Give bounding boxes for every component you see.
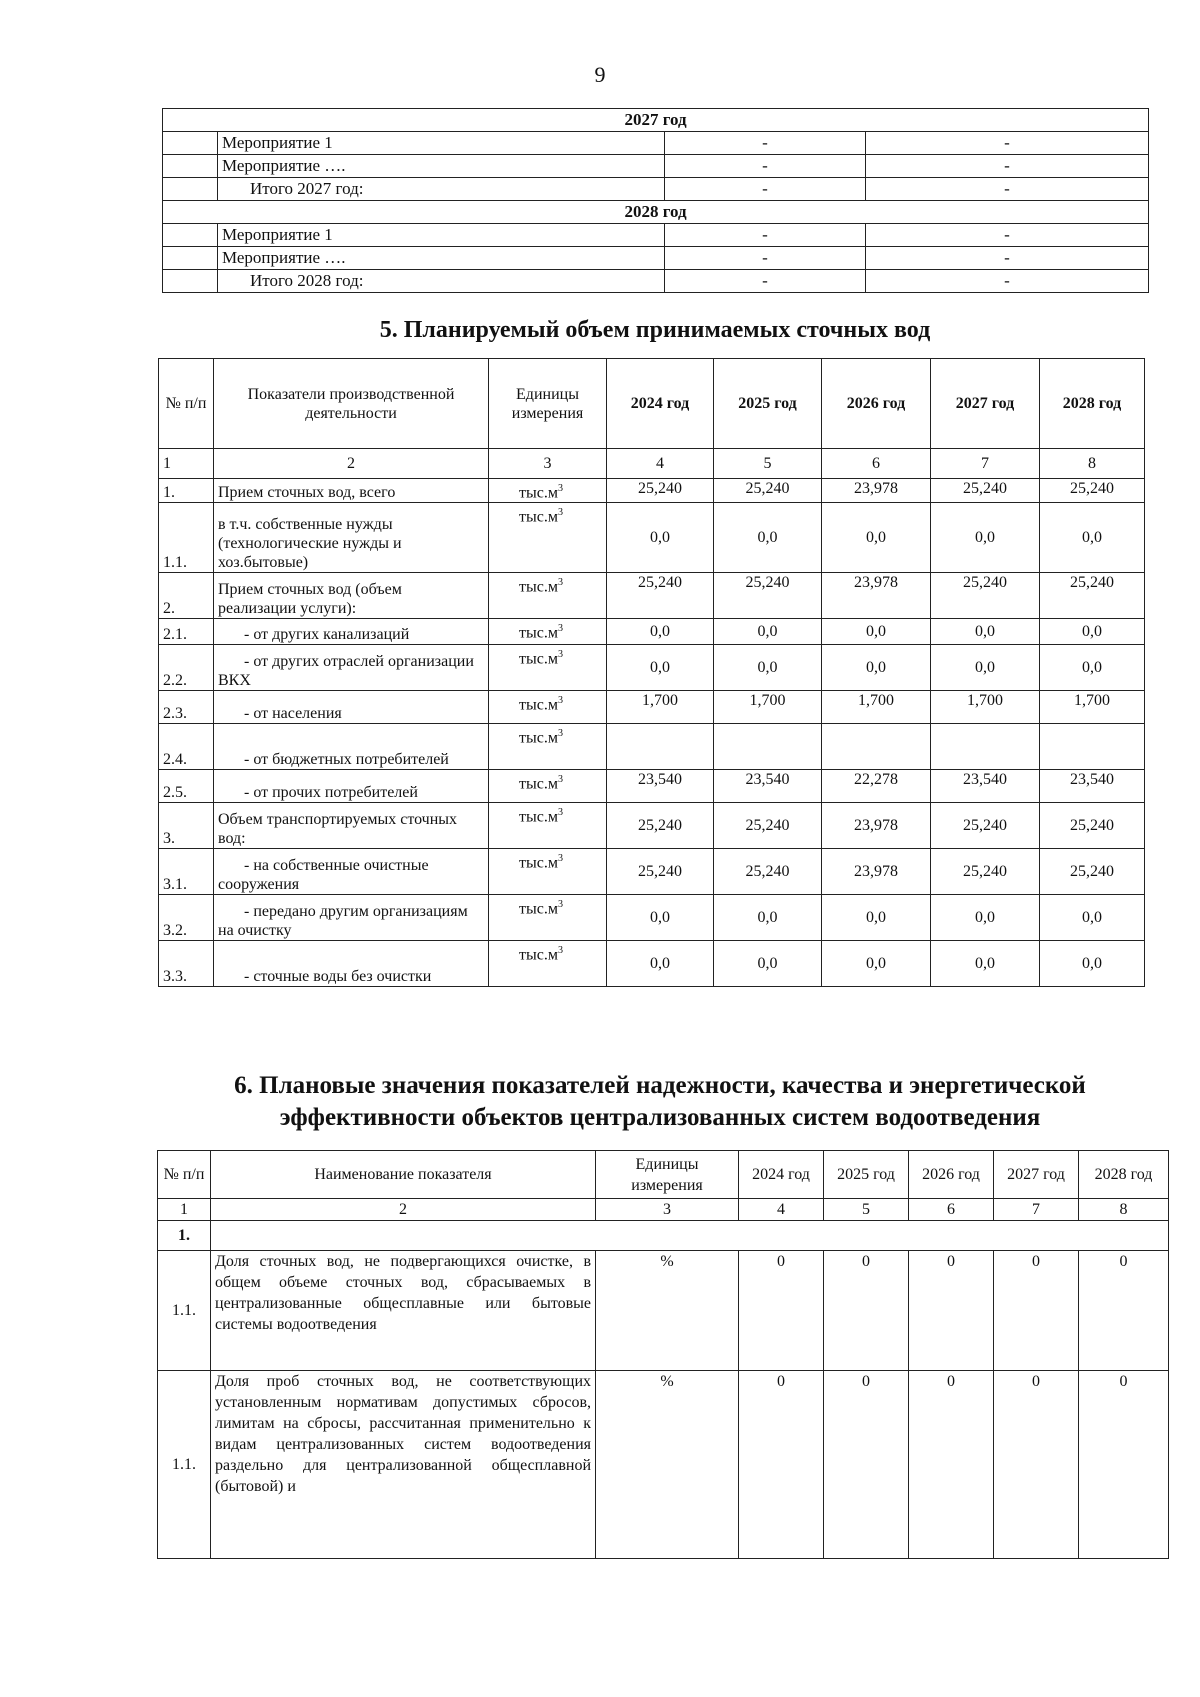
value-cell: 23,978 xyxy=(822,849,931,895)
table-row xyxy=(158,1251,1169,1371)
value-cell: 0 xyxy=(739,1251,824,1371)
row-number: 3. xyxy=(159,803,214,849)
indicator-name xyxy=(214,645,489,691)
col-number: 1 xyxy=(158,1199,211,1221)
unit-superscript: 3 xyxy=(557,774,563,786)
unit-text: тыс.м xyxy=(519,650,558,668)
row-number: 3.3. xyxy=(159,941,214,987)
value-cell: 1,700 xyxy=(822,691,931,724)
measure-name: Мероприятие 1 xyxy=(218,224,665,247)
value-cell: 0,0 xyxy=(822,645,931,691)
measure-value: - xyxy=(665,155,866,178)
value-cell: 0,0 xyxy=(822,619,931,645)
table-row xyxy=(163,132,1149,155)
value-cell: 1,700 xyxy=(1040,691,1145,724)
unit-text: тыс.м xyxy=(519,578,558,596)
unit-superscript: 3 xyxy=(557,945,563,957)
col-number: 3 xyxy=(596,1199,739,1221)
value-cell xyxy=(1040,724,1145,770)
total-label: Итого 2027 год: xyxy=(218,178,665,201)
unit-text: тыс.м xyxy=(519,729,558,747)
value-cell: 25,240 xyxy=(714,803,822,849)
row-number: 1.1. xyxy=(158,1251,211,1371)
value-cell: 25,240 xyxy=(931,803,1040,849)
value-cell: 0 xyxy=(909,1371,994,1559)
value-cell: 0 xyxy=(994,1251,1079,1371)
value-cell: 23,540 xyxy=(607,770,714,803)
value-cell: 25,240 xyxy=(1040,803,1145,849)
table-row xyxy=(163,247,1149,270)
indicator-name xyxy=(214,691,489,724)
indicator-name xyxy=(214,849,489,895)
table-row xyxy=(163,155,1149,178)
value-cell: 0,0 xyxy=(714,645,822,691)
col-number: 5 xyxy=(824,1199,909,1221)
measure-value: - xyxy=(866,247,1149,270)
indicator-name xyxy=(214,573,489,619)
value-cell: 0,0 xyxy=(607,941,714,987)
value-cell: 0,0 xyxy=(822,941,931,987)
value-cell: 0 xyxy=(824,1251,909,1371)
col-number: 7 xyxy=(931,449,1040,479)
value-cell: 0,0 xyxy=(931,941,1040,987)
unit-text: тыс.м xyxy=(519,854,558,872)
col-number: 7 xyxy=(994,1199,1079,1221)
table-row xyxy=(159,770,1145,803)
value-cell: 25,240 xyxy=(1040,573,1145,619)
year-header-2028: 2028 год xyxy=(163,201,1149,224)
unit-superscript: 3 xyxy=(557,623,563,635)
row-number: 1.1. xyxy=(159,503,214,573)
value-cell: 0 xyxy=(824,1371,909,1559)
col-year-header: 2024 год xyxy=(739,1151,824,1199)
col-number: 3 xyxy=(489,449,607,479)
row-number: 1.1. xyxy=(158,1371,211,1559)
measure-value: - xyxy=(665,224,866,247)
unit-cell xyxy=(489,619,607,645)
value-cell xyxy=(607,724,714,770)
measure-name: Мероприятие …. xyxy=(218,247,665,270)
unit-cell xyxy=(489,691,607,724)
year-header-2027: 2027 год xyxy=(163,109,1149,132)
reliability-indicators-table xyxy=(157,1150,1169,1559)
unit-superscript: 3 xyxy=(557,899,563,911)
value-cell: 25,240 xyxy=(714,573,822,619)
value-cell: 25,240 xyxy=(931,573,1040,619)
value-cell: 0,0 xyxy=(822,895,931,941)
row-number: 1. xyxy=(159,479,214,503)
col-year-header: 2028 год xyxy=(1079,1151,1169,1199)
col-number: 1 xyxy=(159,449,214,479)
value-cell: 0,0 xyxy=(931,619,1040,645)
unit-cell xyxy=(489,849,607,895)
unit-text: тыс.м xyxy=(519,808,558,826)
unit-superscript: 3 xyxy=(557,577,563,589)
unit-cell xyxy=(489,573,607,619)
indicator-text: - от прочих потребителей xyxy=(244,784,418,802)
table-row xyxy=(159,803,1145,849)
unit-cell xyxy=(489,503,607,573)
value-cell: 25,240 xyxy=(1040,849,1145,895)
col-indicator-header: Показатели производственной деятельности xyxy=(214,359,489,449)
measure-value: - xyxy=(866,132,1149,155)
value-cell: 0 xyxy=(1079,1371,1169,1559)
value-cell: 0,0 xyxy=(1040,895,1145,941)
measures-table xyxy=(162,108,1149,293)
value-cell: 25,240 xyxy=(931,849,1040,895)
total-value: - xyxy=(866,178,1149,201)
value-cell: 0 xyxy=(739,1371,824,1559)
col-year-header: 2027 год xyxy=(994,1151,1079,1199)
page-number: 9 xyxy=(594,62,606,87)
value-cell: 0,0 xyxy=(714,503,822,573)
row-number: 2.1. xyxy=(159,619,214,645)
indicator-text: в т.ч. собственные нужды (технологические нужды и хоз.бытовые) xyxy=(218,516,402,572)
group-number: 1. xyxy=(158,1221,211,1251)
total-row xyxy=(163,270,1149,293)
value-cell: 0,0 xyxy=(1040,503,1145,573)
col-year-header: 2025 год xyxy=(714,359,822,449)
value-cell: 0,0 xyxy=(931,503,1040,573)
indicator-name xyxy=(214,895,489,941)
value-cell: 25,240 xyxy=(714,849,822,895)
value-cell: 1,700 xyxy=(714,691,822,724)
measure-value: - xyxy=(866,155,1149,178)
measure-name: Мероприятие …. xyxy=(218,155,665,178)
row-number: 2. xyxy=(159,573,214,619)
indicator-text: Прием сточных вод, всего xyxy=(218,484,396,502)
value-cell: 1,700 xyxy=(931,691,1040,724)
value-cell: 0,0 xyxy=(714,941,822,987)
unit-cell xyxy=(489,895,607,941)
indicator-text: - на собственные очистные сооружения xyxy=(218,857,429,894)
col-number: 5 xyxy=(714,449,822,479)
col-name-header: Наименование показателя xyxy=(211,1151,596,1199)
section6-title-line1: 6. Плановые значения показателей надежности, качества и энергетической xyxy=(234,1072,1086,1099)
table-row xyxy=(159,479,1145,503)
unit-cell: % xyxy=(596,1371,739,1559)
total-value: - xyxy=(866,270,1149,293)
unit-text: тыс.м xyxy=(519,484,558,502)
value-cell: 23,540 xyxy=(714,770,822,803)
col-unit-header: Единицы измерения xyxy=(596,1151,739,1199)
value-cell: 0,0 xyxy=(607,895,714,941)
measure-name: Мероприятие 1 xyxy=(218,132,665,155)
value-cell: 23,978 xyxy=(822,803,931,849)
row-number: 2.3. xyxy=(159,691,214,724)
unit-text: тыс.м xyxy=(519,775,558,793)
unit-cell xyxy=(489,479,607,503)
indicator-name xyxy=(214,503,489,573)
col-year-header: 2027 год xyxy=(931,359,1040,449)
unit-cell xyxy=(489,803,607,849)
col-year-header: 2028 год xyxy=(1040,359,1145,449)
indicator-text: - передано другим организациям на очистку xyxy=(218,903,468,940)
measure-value: - xyxy=(866,224,1149,247)
unit-text: тыс.м xyxy=(519,900,558,918)
unit-cell xyxy=(489,941,607,987)
unit-superscript: 3 xyxy=(557,483,563,494)
table-row xyxy=(163,224,1149,247)
value-cell: 0 xyxy=(909,1251,994,1371)
table-row xyxy=(159,724,1145,770)
value-cell: 25,240 xyxy=(607,803,714,849)
indicator-text: - от бюджетных потребителей xyxy=(244,751,449,769)
value-cell: 0 xyxy=(994,1371,1079,1559)
value-cell xyxy=(931,724,1040,770)
measure-value: - xyxy=(665,247,866,270)
col-year-header: 2026 год xyxy=(909,1151,994,1199)
value-cell: 23,540 xyxy=(1040,770,1145,803)
table-row xyxy=(158,1371,1169,1559)
section6-title-line2: эффективности объектов централизованных систем водоотведения xyxy=(279,1104,1041,1131)
indicator-text: Прием сточных вод (объем реализации услуги): xyxy=(218,581,402,618)
total-label: Итого 2028 год: xyxy=(218,270,665,293)
value-cell: 25,240 xyxy=(931,479,1040,503)
value-cell: 25,240 xyxy=(607,573,714,619)
measure-value: - xyxy=(665,132,866,155)
column-number-row xyxy=(158,1199,1169,1221)
col-number: 4 xyxy=(739,1199,824,1221)
unit-text: тыс.м xyxy=(519,696,558,714)
table-row xyxy=(159,691,1145,724)
unit-text: тыс.м xyxy=(519,508,558,526)
value-cell: 0,0 xyxy=(931,895,1040,941)
total-value: - xyxy=(665,270,866,293)
table-header-row xyxy=(158,1151,1169,1199)
indicator-text: - от других отраслей организации ВКХ xyxy=(218,653,474,690)
indicator-name: Доля проб сточных вод, не соответствующих установленным нормативам допустимых сбросов, лимитам на сбросы, рассчитанная применительно к видам централизованных систем водоотведения раздельно для централизованной общесплавной (бытовой) и xyxy=(211,1371,596,1559)
table-row xyxy=(159,619,1145,645)
section5-title: 5. Планируемый объем принимаемых сточных вод xyxy=(379,317,931,343)
unit-superscript: 3 xyxy=(557,695,563,707)
table-row xyxy=(159,895,1145,941)
col-number: 6 xyxy=(909,1199,994,1221)
value-cell: 25,240 xyxy=(714,479,822,503)
col-year-header: 2025 год xyxy=(824,1151,909,1199)
table-row xyxy=(159,503,1145,573)
value-cell: 22,278 xyxy=(822,770,931,803)
col-number: 8 xyxy=(1040,449,1145,479)
indicator-text: - от других канализаций xyxy=(244,626,410,644)
value-cell: 25,240 xyxy=(607,849,714,895)
table-row xyxy=(159,849,1145,895)
total-value: - xyxy=(665,178,866,201)
col-number: 8 xyxy=(1079,1199,1169,1221)
table-row xyxy=(159,573,1145,619)
table-row xyxy=(159,645,1145,691)
value-cell: 0,0 xyxy=(714,619,822,645)
value-cell: 0,0 xyxy=(607,503,714,573)
unit-cell xyxy=(489,770,607,803)
indicator-text: Объем транспортируемых сточных вод: xyxy=(218,811,458,848)
indicator-name xyxy=(214,479,489,503)
col-number: 2 xyxy=(211,1199,596,1221)
value-cell: 25,240 xyxy=(607,479,714,503)
value-cell: 25,240 xyxy=(1040,479,1145,503)
value-cell xyxy=(822,724,931,770)
indicator-name: Доля сточных вод, не подвергающихся очистке, в общем объеме сточных вод, сбрасываемых в централизованные общесплавные или бытовые системы водоотведения xyxy=(211,1251,596,1371)
value-cell: 0,0 xyxy=(822,503,931,573)
indicator-name xyxy=(214,941,489,987)
unit-text: тыс.м xyxy=(519,624,558,642)
row-number: 2.5. xyxy=(159,770,214,803)
unit-superscript: 3 xyxy=(557,507,563,519)
row-number: 2.4. xyxy=(159,724,214,770)
value-cell: 1,700 xyxy=(607,691,714,724)
col-unit-header: Единицы измерения xyxy=(489,359,607,449)
total-row xyxy=(163,178,1149,201)
value-cell: 0,0 xyxy=(1040,619,1145,645)
value-cell: 23,540 xyxy=(931,770,1040,803)
row-number: 2.2. xyxy=(159,645,214,691)
indicator-name xyxy=(214,619,489,645)
col-number: 4 xyxy=(607,449,714,479)
value-cell: 0,0 xyxy=(607,619,714,645)
value-cell: 23,978 xyxy=(822,479,931,503)
unit-superscript: 3 xyxy=(557,853,563,865)
indicator-name xyxy=(214,770,489,803)
column-number-row xyxy=(159,449,1145,479)
row-number: 3.1. xyxy=(159,849,214,895)
value-cell: 0,0 xyxy=(931,645,1040,691)
table-header-row xyxy=(159,359,1145,449)
group-row xyxy=(158,1221,1169,1251)
col-num-header: № п/п xyxy=(158,1151,211,1199)
col-num-header: № п/п xyxy=(159,359,214,449)
col-year-header: 2026 год xyxy=(822,359,931,449)
wastewater-volume-table xyxy=(158,358,1145,987)
row-number: 3.2. xyxy=(159,895,214,941)
indicator-name xyxy=(214,803,489,849)
unit-superscript: 3 xyxy=(557,807,563,819)
value-cell: 23,978 xyxy=(822,573,931,619)
value-cell: 0 xyxy=(1079,1251,1169,1371)
unit-superscript: 3 xyxy=(557,649,563,661)
col-year-header: 2024 год xyxy=(607,359,714,449)
value-cell xyxy=(714,724,822,770)
unit-text: тыс.м xyxy=(519,946,558,964)
unit-superscript: 3 xyxy=(557,728,563,740)
value-cell: 0,0 xyxy=(607,645,714,691)
unit-cell: % xyxy=(596,1251,739,1371)
unit-cell xyxy=(489,645,607,691)
indicator-text: - от населения xyxy=(244,705,342,723)
value-cell: 0,0 xyxy=(1040,941,1145,987)
value-cell: 0,0 xyxy=(1040,645,1145,691)
section6-title xyxy=(150,1070,1170,1134)
col-number: 6 xyxy=(822,449,931,479)
value-cell: 0,0 xyxy=(714,895,822,941)
unit-cell xyxy=(489,724,607,770)
indicator-text: - сточные воды без очистки xyxy=(244,968,432,986)
col-number: 2 xyxy=(214,449,489,479)
indicator-name xyxy=(214,724,489,770)
table-row xyxy=(159,941,1145,987)
